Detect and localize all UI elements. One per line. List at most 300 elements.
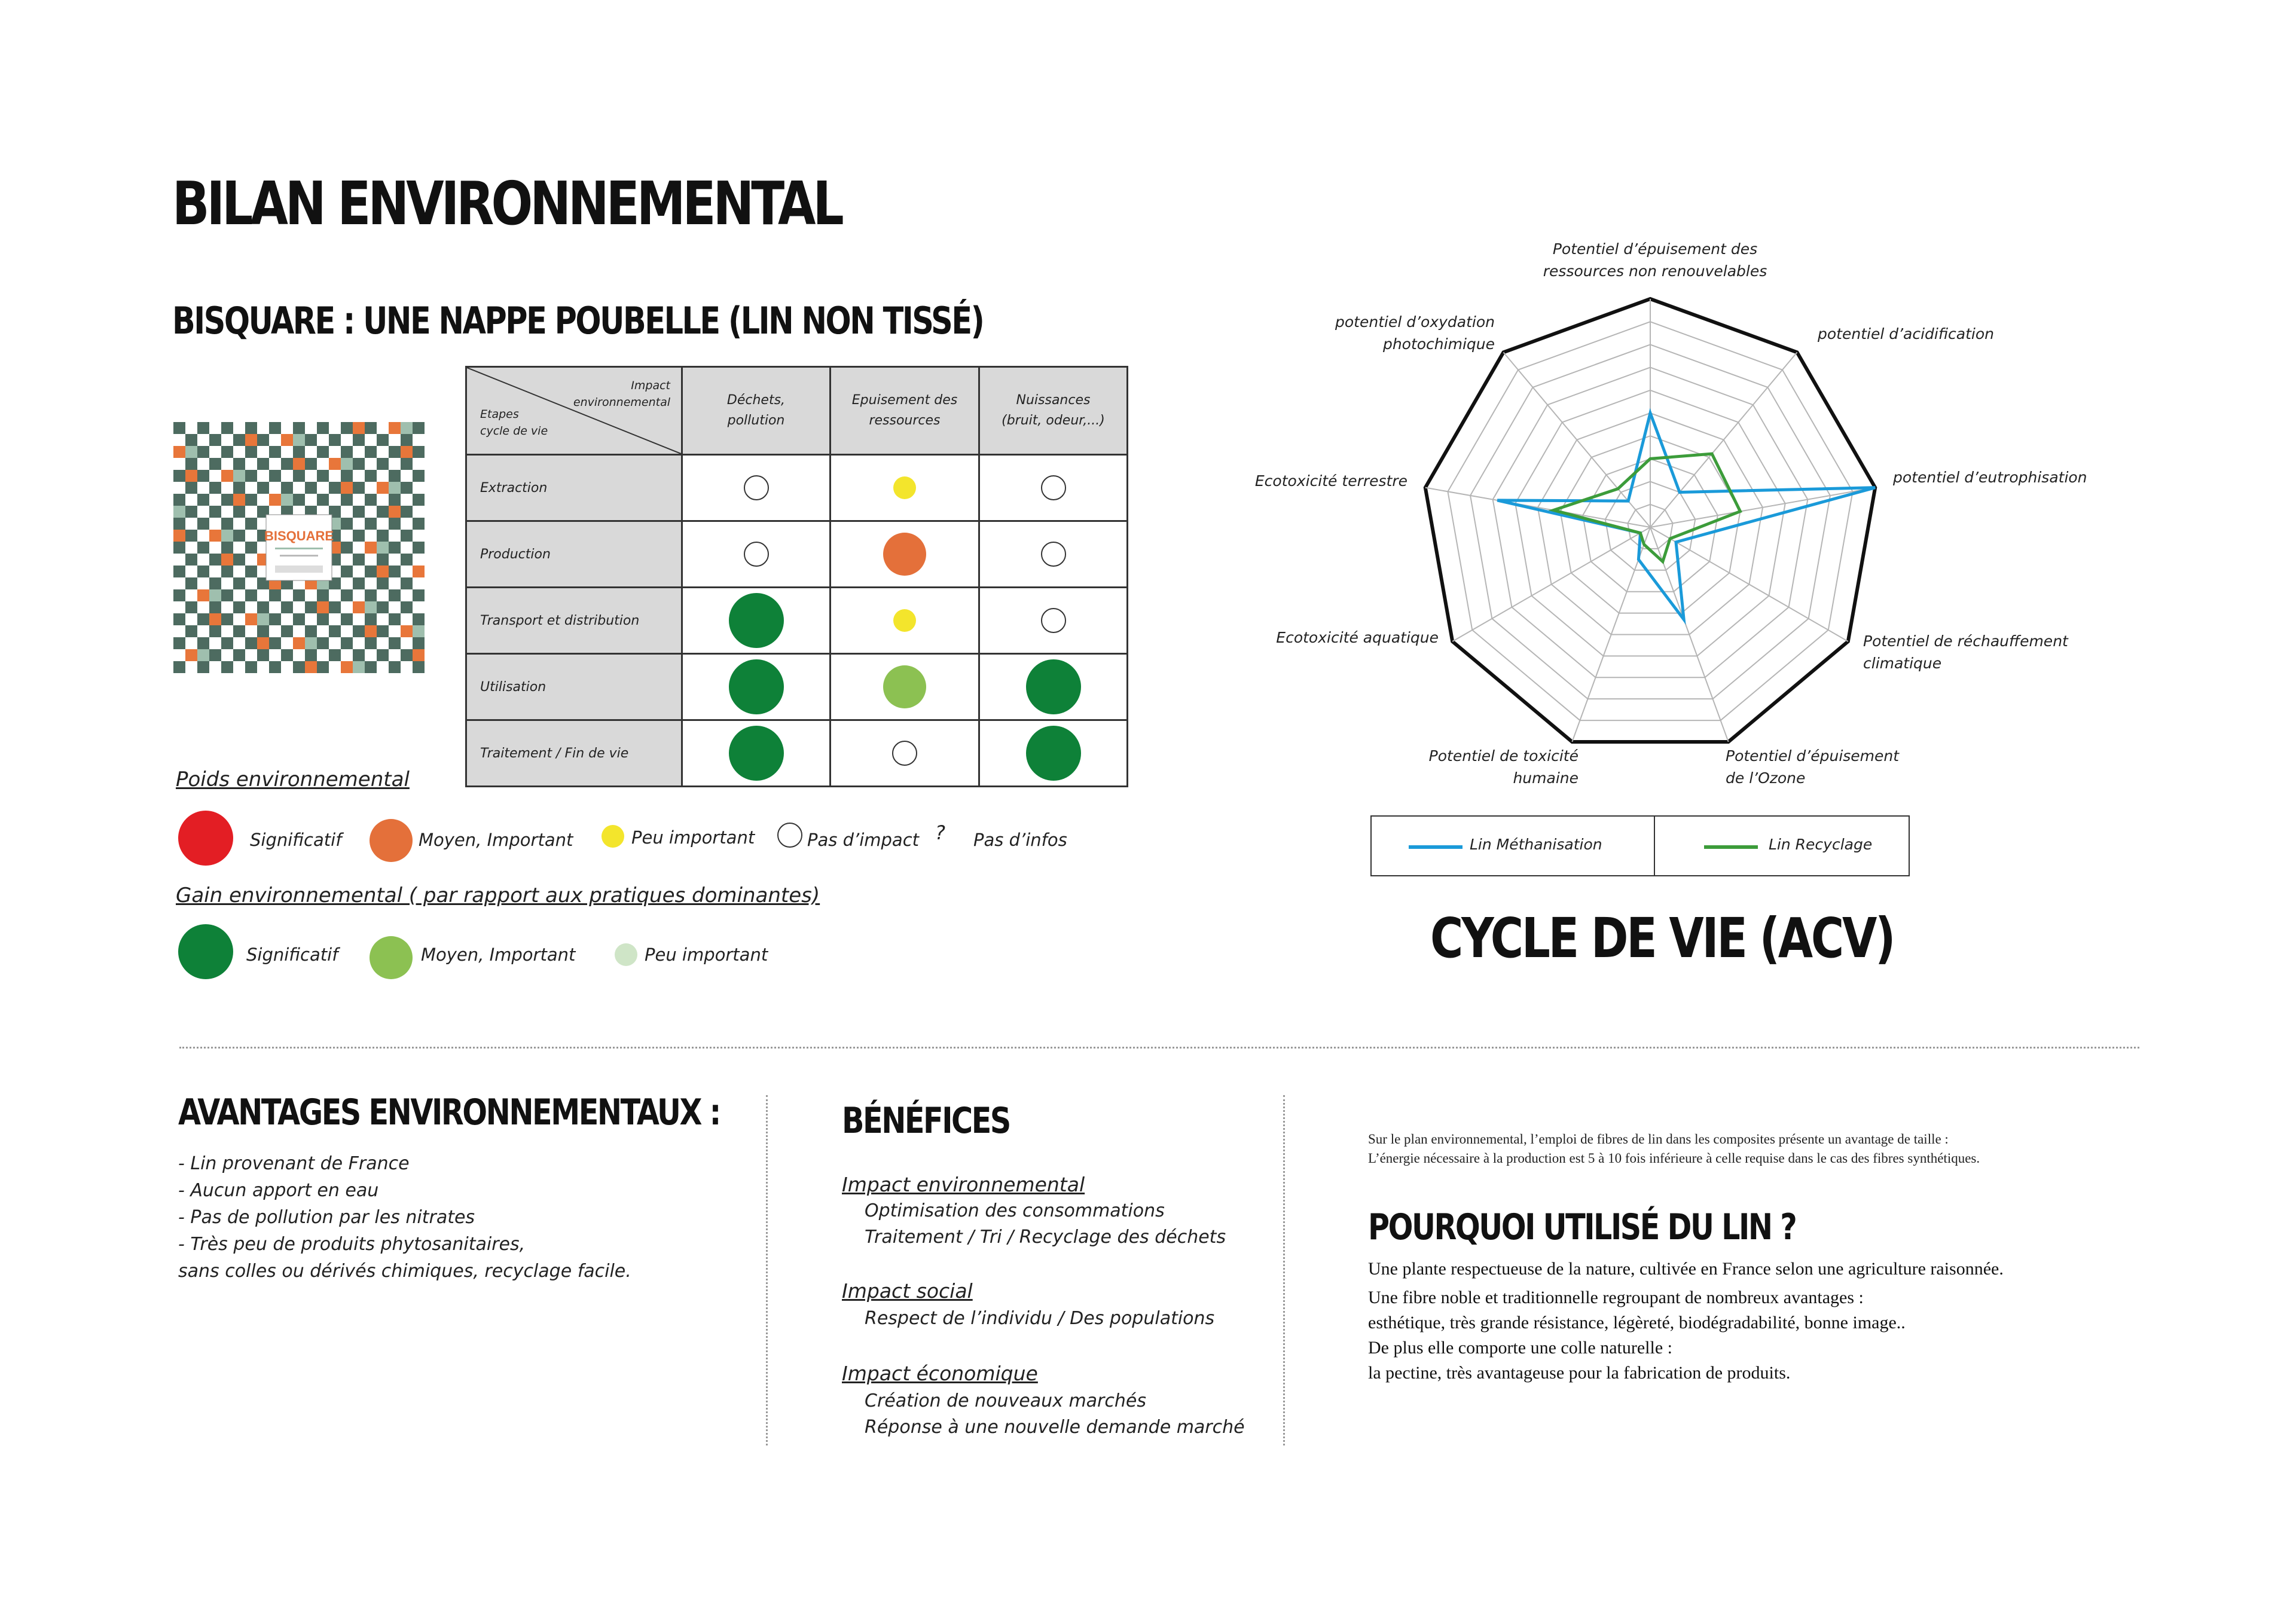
pattern-tile (245, 482, 257, 494)
pattern-tile (413, 601, 425, 613)
benefit-line: Optimisation des consommations (865, 1200, 1165, 1221)
pattern-tile (257, 637, 269, 649)
pattern-tile (341, 554, 353, 566)
pattern-tile (281, 470, 293, 482)
pattern-tile (197, 446, 209, 458)
legend-methanisation (1372, 817, 1654, 875)
pattern-tile (365, 601, 377, 613)
legend-label: Peu important (645, 945, 768, 965)
rating-dot-gain-significant (178, 924, 233, 979)
pattern-tile (293, 589, 305, 601)
pattern-tile (341, 422, 353, 434)
pattern-tile (269, 422, 281, 434)
pattern-tile (257, 494, 269, 506)
pattern-tile (389, 470, 401, 482)
pattern-tile (401, 446, 413, 458)
radar-spoke (1452, 527, 1650, 641)
pattern-tile (209, 434, 221, 446)
pattern-tile (365, 470, 377, 482)
pattern-tile (257, 601, 269, 613)
pattern-tile (269, 434, 281, 446)
pattern-tile (221, 637, 233, 649)
pattern-tile (377, 613, 389, 625)
pattern-tile (401, 661, 413, 673)
pattern-tile (245, 422, 257, 434)
legend-label: Pas d’infos (973, 830, 1067, 850)
pattern-tile (185, 542, 197, 554)
pattern-tile (233, 625, 245, 637)
pattern-tile (341, 661, 353, 673)
pattern-tile (197, 554, 209, 566)
pattern-tile (197, 542, 209, 554)
pattern-tile (173, 530, 185, 542)
pattern-tile (353, 589, 365, 601)
pattern-tile (233, 434, 245, 446)
pattern-tile (401, 506, 413, 518)
rating-dot-gain-significant (729, 593, 784, 648)
intro-line: L’énergie nécessaire à la production est 5 à 10 fois inférieure à celle requise dans le cas des fibres synthétiques. (1368, 1151, 1980, 1166)
pattern-tile (293, 458, 305, 470)
pattern-tile (341, 589, 353, 601)
pattern-tile (341, 625, 353, 637)
pattern-tile (401, 458, 413, 470)
pattern-tile (233, 554, 245, 566)
pattern-tile (221, 458, 233, 470)
pattern-tile (365, 566, 377, 577)
pourquoi-line: Une plante respectueuse de la nature, cultivée en France selon une agriculture raisonnée. (1368, 1259, 2004, 1279)
avantages-title: AVANTAGES ENVIRONNEMENTAUX : (178, 1092, 720, 1133)
pattern-tile (365, 530, 377, 542)
pattern-tile (293, 422, 305, 434)
pattern-tile (173, 518, 185, 530)
pattern-tile (233, 566, 245, 577)
rating-dot-none (1041, 475, 1066, 500)
pattern-tile (221, 625, 233, 637)
benefices-title: BÉNÉFICES (842, 1100, 1010, 1142)
pattern-tile (353, 506, 365, 518)
product-image (173, 422, 425, 673)
table-cell (831, 654, 979, 720)
stage-label: Extraction (466, 455, 682, 521)
radar-spoke (1650, 352, 1797, 527)
pattern-tile (245, 649, 257, 661)
pattern-tile (401, 554, 413, 566)
pattern-tile (233, 601, 245, 613)
rating-dot-low-yellow (602, 825, 624, 848)
pattern-tile (401, 494, 413, 506)
pattern-tile (353, 637, 365, 649)
pattern-tile (401, 601, 413, 613)
table-cell (682, 654, 831, 720)
pattern-tile (377, 542, 389, 554)
legend-recyclage (1655, 817, 1910, 875)
pattern-tile (209, 566, 221, 577)
pattern-tile (389, 589, 401, 601)
pattern-tile (209, 649, 221, 661)
pattern-tile (221, 542, 233, 554)
pattern-tile (173, 661, 185, 673)
stage-label: Production (466, 521, 682, 588)
pourquoi-text (1368, 1257, 2004, 1386)
pattern-tile (245, 589, 257, 601)
pattern-tile (185, 637, 197, 649)
rating-dot-none (744, 475, 769, 500)
pattern-tile (269, 458, 281, 470)
pattern-tile (209, 661, 221, 673)
pattern-tile (269, 649, 281, 661)
pattern-tile (221, 530, 233, 542)
column-header-nuissances: Nuissances (bruit, odeur,...) (979, 367, 1128, 455)
pattern-tile (413, 446, 425, 458)
methanisation-label: Lin Méthanisation (1470, 836, 1602, 853)
pattern-tile (377, 494, 389, 506)
pattern-tile (365, 506, 377, 518)
pattern-tile (209, 506, 221, 518)
pattern-tile (281, 637, 293, 649)
pattern-tile (389, 661, 401, 673)
pattern-tile (221, 518, 233, 530)
pattern-tile (245, 554, 257, 566)
pattern-tile (185, 554, 197, 566)
pattern-tile (353, 661, 365, 673)
pattern-tile (245, 601, 257, 613)
pattern-tile (185, 649, 197, 661)
pattern-tile (329, 470, 341, 482)
pattern-tile (233, 542, 245, 554)
pattern-tile (365, 446, 377, 458)
pattern-tile (269, 494, 281, 506)
pattern-tile (293, 601, 305, 613)
pattern-tile (281, 589, 293, 601)
pattern-tile (341, 446, 353, 458)
pattern-tile (221, 446, 233, 458)
list-item: - Pas de pollution par les nitrates (178, 1207, 475, 1228)
pattern-tile (329, 458, 341, 470)
pattern-tile (317, 434, 329, 446)
pattern-tile (209, 637, 221, 649)
pattern-tile (269, 613, 281, 625)
pourquoi-line: Une fibre noble et traditionnelle regroupant de nombreux avantages : (1368, 1288, 1864, 1307)
radar-axis-label: potentiel d’eutrophisation (1893, 469, 2087, 486)
pattern-tile (233, 422, 245, 434)
pattern-tile (245, 542, 257, 554)
stage-label: Transport et distribution (466, 588, 682, 654)
pattern-tile (197, 494, 209, 506)
pattern-tile (281, 422, 293, 434)
pattern-tile (401, 566, 413, 577)
pattern-tile (329, 625, 341, 637)
pattern-tile (341, 518, 353, 530)
pattern-tile (185, 422, 197, 434)
pattern-tile (341, 542, 353, 554)
pattern-tile (413, 542, 425, 554)
pattern-tile (185, 506, 197, 518)
pattern-tile (353, 470, 365, 482)
radar-spoke (1425, 488, 1650, 527)
table-row (466, 720, 1128, 787)
pattern-tile (245, 506, 257, 518)
rating-dot-none (777, 823, 802, 848)
pattern-tile (293, 661, 305, 673)
pattern-tile (353, 494, 365, 506)
cycle-title: CYCLE DE VIE (ACV) (1430, 906, 1894, 970)
legend-label: Moyen, Important (421, 945, 576, 965)
pattern-tile (173, 589, 185, 601)
pattern-tile (353, 649, 365, 661)
pattern-tile (257, 422, 269, 434)
section-divider (179, 1047, 2139, 1049)
series-methanisation (1497, 413, 1875, 619)
pattern-tile (353, 446, 365, 458)
pattern-tile (269, 625, 281, 637)
pattern-tile (209, 494, 221, 506)
pattern-tile (305, 482, 317, 494)
pattern-tile (209, 518, 221, 530)
pattern-tile (341, 577, 353, 589)
rating-dot-low-yellow (893, 476, 916, 499)
pourquoi-line: esthétique, très grande résistance, légèreté, biodégradabilité, bonne image.. (1368, 1313, 1906, 1332)
pattern-tile (377, 637, 389, 649)
pattern-tile (413, 661, 425, 673)
corner-stages-label: Etapes cycle de vie (480, 408, 548, 438)
pattern-tile (401, 625, 413, 637)
table-corner (466, 367, 682, 455)
impact-table-header (466, 367, 1128, 455)
pattern-tile (329, 637, 341, 649)
legend-gain-title: Gain environnemental ( par rapport aux pratiques dominantes) (176, 884, 820, 907)
table-row (466, 521, 1128, 588)
pattern-tile (245, 530, 257, 542)
pattern-tile (221, 470, 233, 482)
pattern-tile (293, 434, 305, 446)
pattern-tile (365, 613, 377, 625)
benefit-line: Réponse à une nouvelle demande marché (865, 1417, 1245, 1438)
pattern-tile (173, 649, 185, 661)
pattern-tile (281, 494, 293, 506)
pattern-tile (353, 566, 365, 577)
pattern-tile (185, 446, 197, 458)
pattern-tile (197, 434, 209, 446)
pattern-tile (185, 518, 197, 530)
pattern-tile (353, 482, 365, 494)
rating-dot-low-yellow (893, 609, 916, 632)
pattern-tile (221, 613, 233, 625)
pattern-tile (233, 613, 245, 625)
radar-axis-label: Potentiel d’épuisement de l’Ozone (1726, 747, 1900, 787)
pourquoi-title: POURQUOI UTILISÉ DU LIN ? (1368, 1206, 1796, 1248)
pattern-tile (185, 661, 197, 673)
pattern-tile (233, 530, 245, 542)
table-cell (682, 521, 831, 588)
pattern-tile (293, 613, 305, 625)
pattern-tile (245, 625, 257, 637)
pattern-tile (413, 554, 425, 566)
pattern-tile (389, 458, 401, 470)
pattern-tile (341, 649, 353, 661)
radar-legend (1370, 815, 1910, 876)
pattern-tile (365, 422, 377, 434)
pattern-tile (401, 530, 413, 542)
recyclage-label: Lin Recyclage (1769, 836, 1873, 853)
pattern-tile (185, 482, 197, 494)
table-cell (979, 720, 1128, 787)
pattern-tile (305, 625, 317, 637)
pattern-tile (233, 470, 245, 482)
pattern-tile (197, 661, 209, 673)
list-item: sans colles ou dérivés chimiques, recyclage facile. (178, 1261, 631, 1282)
column-header-epuisement: Epuisement des ressources (831, 367, 979, 455)
pattern-tile (197, 613, 209, 625)
pattern-tile (413, 494, 425, 506)
pattern-tile (233, 518, 245, 530)
table-row (466, 654, 1128, 720)
pattern-tile (389, 530, 401, 542)
pattern-tile (293, 470, 305, 482)
pattern-tile (257, 625, 269, 637)
pattern-tile (269, 482, 281, 494)
pattern-tile (233, 577, 245, 589)
radar-axis-label: potentiel d’acidification (1818, 325, 1994, 343)
pattern-tile (245, 613, 257, 625)
pattern-tile (185, 470, 197, 482)
pattern-tile (341, 613, 353, 625)
pattern-tile (389, 494, 401, 506)
pattern-tile (413, 506, 425, 518)
pattern-tile (305, 637, 317, 649)
question-icon: ? (935, 821, 945, 844)
radar-chart (1244, 221, 2141, 795)
pattern-tile (245, 577, 257, 589)
pattern-tile (329, 494, 341, 506)
pattern-tile (365, 482, 377, 494)
pattern-tile (401, 589, 413, 601)
pattern-tile (281, 625, 293, 637)
pattern-tile (209, 554, 221, 566)
pattern-tile (353, 625, 365, 637)
radar-axis-label: Potentiel de toxicité humaine (1428, 747, 1578, 787)
pattern-tile (233, 482, 245, 494)
stage-label: Utilisation (466, 654, 682, 720)
table-cell (831, 588, 979, 654)
pattern-tile (305, 601, 317, 613)
pattern-tile (305, 613, 317, 625)
pattern-tile (209, 446, 221, 458)
rating-dot-gain-significant (729, 726, 784, 781)
pattern-tile (365, 589, 377, 601)
pattern-tile (281, 613, 293, 625)
pattern-tile (173, 637, 185, 649)
benefit-head-environnemental: Impact environnemental (842, 1173, 1085, 1196)
pattern-tile (233, 458, 245, 470)
pattern-tile (389, 482, 401, 494)
table-row (466, 588, 1128, 654)
pattern-tile (305, 661, 317, 673)
pattern-tile (197, 589, 209, 601)
pattern-tile (305, 470, 317, 482)
pattern-tile (377, 518, 389, 530)
pattern-tile (269, 637, 281, 649)
pattern-tile (377, 434, 389, 446)
pattern-tile (341, 601, 353, 613)
page-title: BILAN ENVIRONNEMENTAL (172, 169, 841, 239)
pattern-tile (209, 530, 221, 542)
pattern-tile (197, 649, 209, 661)
column-divider-2 (1283, 1095, 1285, 1445)
benefit-head-economique: Impact économique (842, 1362, 1038, 1385)
table-cell (979, 654, 1128, 720)
pattern-tile (401, 542, 413, 554)
pattern-tile (305, 422, 317, 434)
pattern-tile (365, 458, 377, 470)
pattern-tile (221, 554, 233, 566)
recyclage-swatch (1704, 845, 1758, 849)
pattern-tile (365, 649, 377, 661)
pattern-tile (365, 542, 377, 554)
pattern-tile (257, 434, 269, 446)
legend-label: Pas d’impact (807, 830, 920, 850)
pattern-tile (173, 482, 185, 494)
pattern-tile (389, 434, 401, 446)
pattern-tile (353, 613, 365, 625)
pattern-tile (341, 470, 353, 482)
pattern-tile (269, 446, 281, 458)
pattern-tile (257, 589, 269, 601)
table-cell (979, 455, 1128, 521)
radar-axis-label: potentiel d’oxydation photochimique (1335, 313, 1495, 353)
table-cell (979, 588, 1128, 654)
pattern-tile (389, 506, 401, 518)
rating-dot-gain-significant (1026, 659, 1081, 714)
legend-label: Moyen, Important (419, 830, 573, 850)
pattern-tile (257, 649, 269, 661)
pattern-tile (197, 422, 209, 434)
pattern-tile (197, 625, 209, 637)
pattern-tile (185, 601, 197, 613)
pattern-tile (293, 637, 305, 649)
radar-axis-label: Potentiel de réchauffement climatique (1863, 632, 2068, 672)
pattern-tile (353, 458, 365, 470)
pattern-tile (317, 589, 329, 601)
pattern-tile (233, 649, 245, 661)
pattern-tile (209, 601, 221, 613)
pattern-tile (413, 613, 425, 625)
rating-dot-medium-orange (883, 533, 926, 576)
pattern-tile (173, 554, 185, 566)
table-cell (682, 720, 831, 787)
pattern-tile (317, 482, 329, 494)
pattern-tile (317, 649, 329, 661)
pattern-tile (353, 577, 365, 589)
pattern-tile (209, 625, 221, 637)
pattern-tile (197, 458, 209, 470)
pattern-tile (233, 637, 245, 649)
legend-label: Significatif (250, 830, 342, 850)
pattern-tile (257, 661, 269, 673)
radar-axis-label: Ecotoxicité aquatique (1276, 629, 1439, 646)
corner-impact-label: Impact environnemental (573, 379, 670, 409)
pattern-tile (233, 589, 245, 601)
pattern-tile (377, 470, 389, 482)
pattern-tile (389, 554, 401, 566)
pattern-tile (257, 446, 269, 458)
table-cell (682, 455, 831, 521)
pattern-tile (353, 434, 365, 446)
benefit-line: Respect de l’individu / Des populations (865, 1308, 1215, 1329)
radar-axis-label: Ecotoxicité terrestre (1254, 472, 1407, 490)
pattern-tile (197, 637, 209, 649)
pattern-tile (281, 446, 293, 458)
pattern-tile (209, 613, 221, 625)
